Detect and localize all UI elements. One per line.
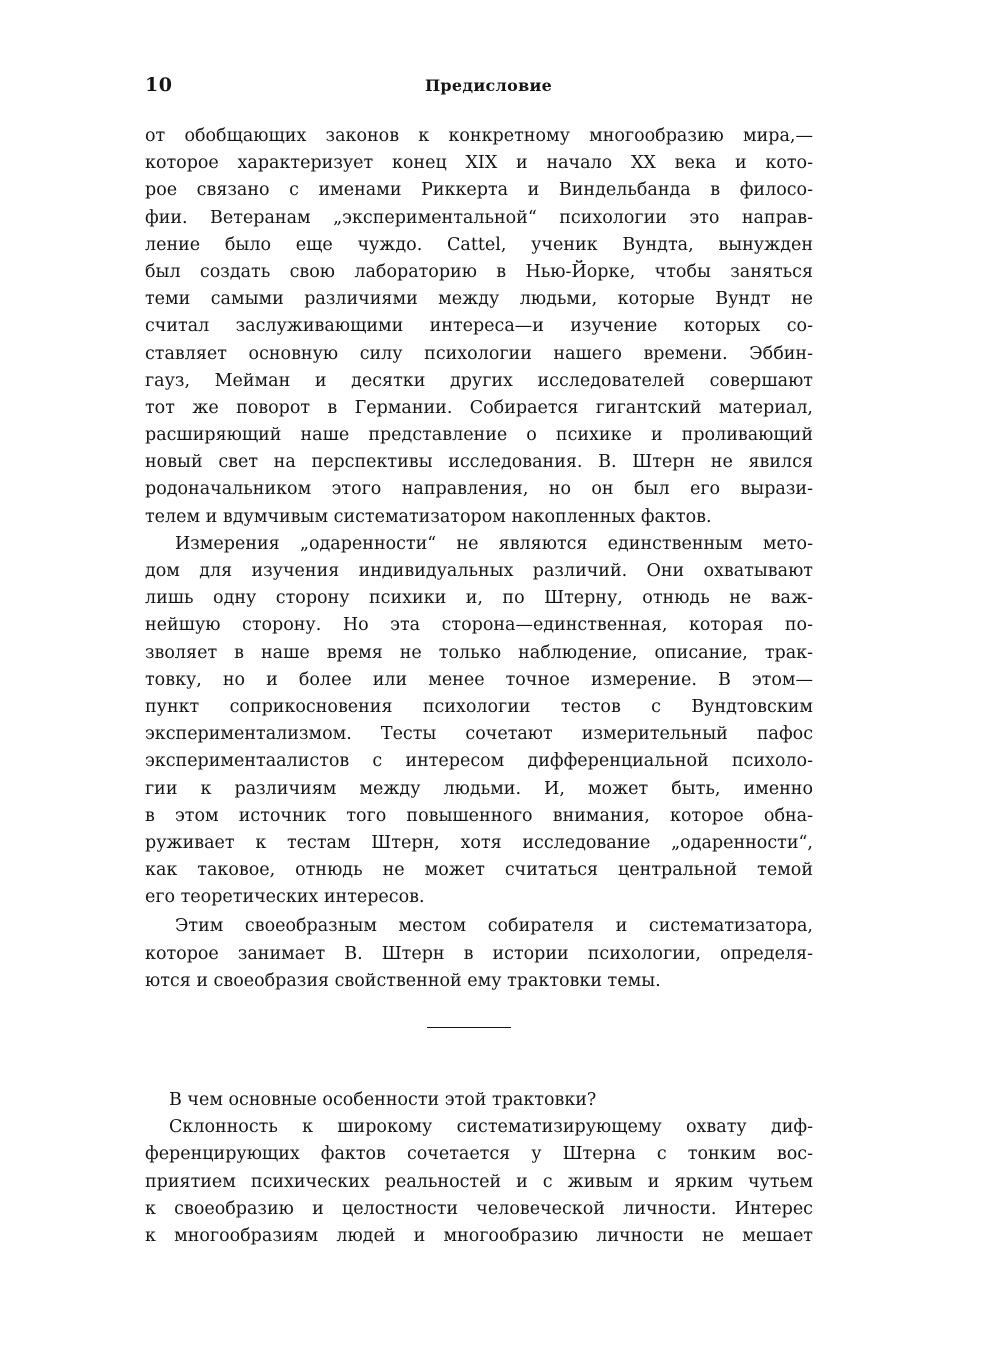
text-line: расширяющий наше представление о психике и проливающий (145, 425, 813, 446)
paragraph-1 (145, 123, 813, 531)
text-line: Склонность к широкому систематизирующему охвату диф- (169, 1117, 813, 1138)
text-line: его теоретических интересов. (145, 887, 425, 908)
text-line: новый свет на перспективы исследования. В. Штерн не явился (145, 452, 813, 473)
paragraph-4 (145, 1087, 813, 1114)
section-divider-area (145, 995, 813, 1063)
section-gap (145, 1063, 813, 1087)
text-line: ференцирующих фактов сочетается у Штерна с тонким вос- (145, 1144, 813, 1165)
section-divider (427, 1027, 511, 1028)
text-line: приятием психических реальностей и с живым и ярким чутьем (145, 1171, 813, 1192)
text-line: как таковое, отнюдь не может считаться центральной темой (145, 860, 813, 881)
text-line: от обобщающих законов к конкретному многообразию мира,— (145, 126, 813, 146)
text-line: был создать свою лабораторию в Нью-Йорке, чтобы заняться (145, 261, 813, 282)
text-line: пункт соприкосновения психологии тестов с Вундтовским (145, 696, 813, 717)
text-line: дом для изучения индивидуальных различий. Они охватывают (145, 561, 813, 581)
text-line: лишь одну сторону психики и, по Штерну, отнюдь не важ- (145, 588, 813, 609)
text-line: считал заслуживающими интереса—и изучение которых со- (145, 316, 813, 337)
paragraph-5 (145, 1114, 813, 1250)
text-line: рое связано с именами Риккерта и Виндельбанда в филосо- (145, 180, 813, 201)
text-line: к многообразиям людей и многообразию личности не мешает (145, 1225, 813, 1246)
text-line: тот же поворот в Германии. Собирается гигантский материал, (145, 397, 813, 418)
text-line: товку, но и более или менее точное измерение. В этом— (145, 669, 813, 690)
text-line: ются и своеобразия свойственной ему трактовки темы. (145, 970, 661, 991)
text-line: руживает к тестам Штерн, хотя исследование „одаренности“, (145, 832, 813, 853)
text-line: зволяет в наше время не только наблюдение, описание, трак- (145, 642, 813, 663)
text-line: в этом источник того повышенного внимания, которое обна- (145, 805, 813, 826)
paragraph-3 (145, 913, 813, 995)
text-line: Этим своеобразным местом собирателя и систематизатора, (175, 916, 813, 937)
text-line: ление было еще чуждо. Cattel, ученик Вундта, вынужден (145, 234, 813, 255)
text-line: которое характеризует конец XIX и начало XX века и кото- (145, 153, 813, 174)
body-text (145, 123, 813, 1250)
text-line: гауз, Мейман и десятки других исследователей совершают (145, 370, 813, 391)
text-line: фии. Ветеранам „экспериментальной“ психологии это направ- (145, 207, 813, 228)
running-title: Предисловие (425, 76, 553, 95)
text-line: теми самыми различиями между людьми, которые Вундт не (145, 289, 813, 310)
text-line: экспериментаалистов с интересом дифференциальной психоло- (145, 751, 813, 772)
text-line: родоначальником этого направления, но он был его вырази- (145, 479, 813, 500)
text-line: телем и вдумчивым систематизатором накопленных фактов. (145, 506, 712, 527)
text-line: ставляет основную силу психологии нашего времени. Эббин- (145, 343, 813, 364)
text-line: В чем основные особенности этой трактовки? (169, 1090, 597, 1110)
text-line: которое занимает В. Штерн в истории психологии, определя- (145, 943, 813, 964)
page-number: 10 (145, 74, 173, 96)
text-line: Измерения „одаренности“ не являются единственным мето- (175, 533, 813, 554)
text-line: нейшую сторону. Но эта сторона—единственная, которая по- (145, 615, 813, 636)
text-line: гии к различиям между людьми. И, может быть, именно (145, 778, 813, 799)
paragraph-2 (145, 531, 813, 912)
text-line: к своеобразию и целостности человеческой личности. Интерес (145, 1198, 813, 1219)
running-head (145, 74, 813, 100)
text-line: экспериментализмом. Тесты сочетают измерительный пафос (145, 724, 813, 745)
